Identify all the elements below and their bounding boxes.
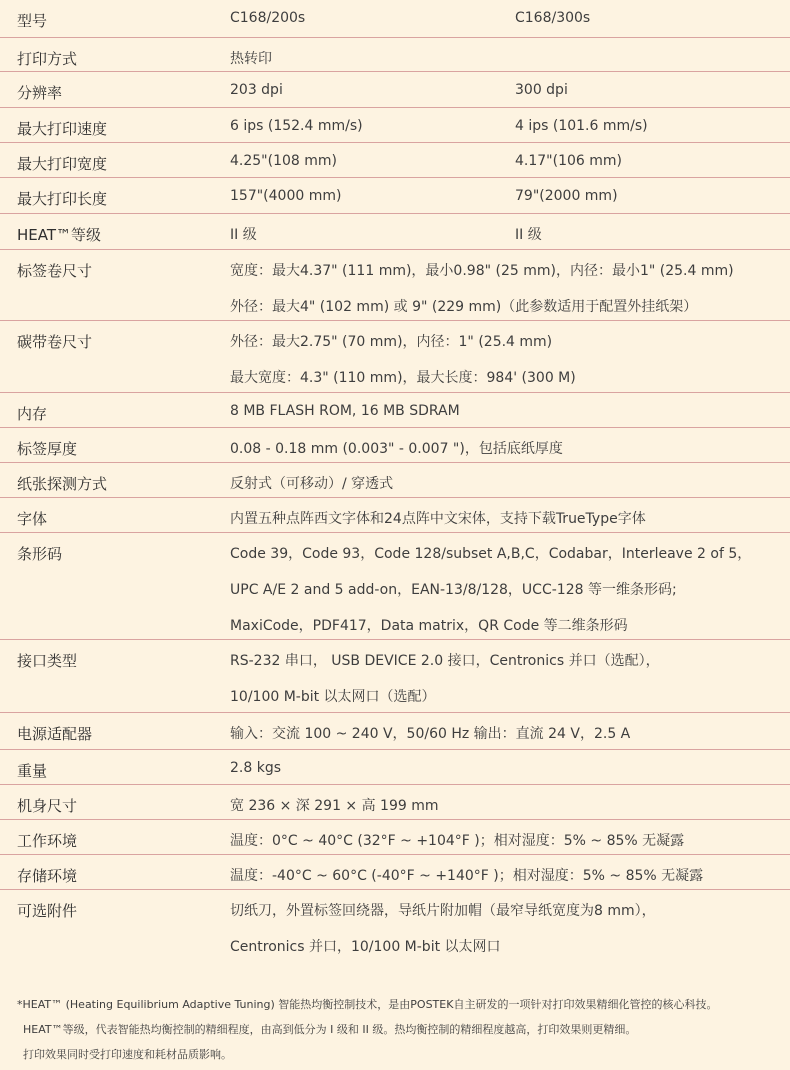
spec-value: 输入：交流 100 ~ 240 V，50/60 Hz 输出：直流 24 V，2.5 A bbox=[230, 726, 631, 742]
spec-row bbox=[0, 143, 790, 178]
spec-value: MaxiCode，PDF417，Data matrix，QR Code 等二维条形码 bbox=[230, 618, 628, 634]
spec-value: 热转印 bbox=[230, 51, 272, 67]
spec-value: 157"(4000 mm) bbox=[230, 188, 342, 204]
spec-label: 机身尺寸 bbox=[17, 797, 78, 815]
spec-row bbox=[0, 713, 790, 750]
spec-value: 0.08 - 0.18 mm (0.003" - 0.007 ")，包括底纸厚度 bbox=[230, 441, 563, 457]
spec-label: 打印方式 bbox=[17, 50, 78, 68]
spec-value: 2.8 kgs bbox=[230, 760, 282, 776]
spec-row bbox=[0, 428, 790, 463]
spec-value: 切纸刀，外置标签回绕器，导纸片附加帽（最窄导纸宽度为8 mm）， bbox=[230, 903, 656, 919]
spec-label: 分辨率 bbox=[17, 84, 63, 102]
spec-label: 接口类型 bbox=[17, 652, 78, 670]
spec-row bbox=[0, 214, 790, 250]
spec-row bbox=[0, 640, 790, 713]
spec-value: 宽 236 × 深 291 × 高 199 mm bbox=[230, 798, 439, 814]
spec-value: 6 ips (152.4 mm/s) bbox=[230, 118, 363, 134]
spec-value-alt: 79"(2000 mm) bbox=[515, 188, 618, 204]
spec-value: 外径：最大4" (102 mm) 或 9" (229 mm)（此参数适用于配置外挂纸架） bbox=[230, 299, 698, 315]
spec-label: 最大打印长度 bbox=[17, 190, 108, 208]
spec-label: 标签卷尺寸 bbox=[17, 262, 93, 280]
footnote-line-1: *HEAT™ (Heating Equilibrium Adaptive Tuning) 智能热均衡控制技术，是由POSTEK自主研发的一项针对打印效果精细化管控的核心科技。 bbox=[17, 998, 718, 1011]
spec-value: 8 MB FLASH ROM, 16 MB SDRAM bbox=[230, 403, 460, 419]
spec-label: 碳带卷尺寸 bbox=[17, 333, 93, 351]
spec-value: 4.25"(108 mm) bbox=[230, 153, 337, 169]
spec-label: 标签厚度 bbox=[17, 440, 78, 458]
spec-value: 宽度：最大4.37" (111 mm)，最小0.98" (25 mm)，内径：最小1" (25.4 mm) bbox=[230, 263, 734, 279]
spec-label: 可选附件 bbox=[17, 902, 78, 920]
spec-label: 字体 bbox=[17, 510, 48, 528]
spec-value: II 级 bbox=[230, 227, 257, 243]
spec-label: 重量 bbox=[17, 762, 48, 780]
spec-row bbox=[0, 0, 790, 38]
spec-value: 203 dpi bbox=[230, 82, 283, 98]
spec-row bbox=[0, 393, 790, 428]
footnote bbox=[17, 992, 777, 1067]
spec-label: 内存 bbox=[17, 405, 48, 423]
spec-value: Code 39，Code 93，Code 128/subset A,B,C，Codabar，Interleave 2 of 5， bbox=[230, 546, 752, 562]
spec-label: 工作环境 bbox=[17, 832, 78, 850]
spec-row bbox=[0, 890, 790, 961]
spec-row bbox=[0, 250, 790, 321]
spec-label: 最大打印宽度 bbox=[17, 155, 108, 173]
spec-label: 最大打印速度 bbox=[17, 120, 108, 138]
spec-row bbox=[0, 38, 790, 72]
spec-row bbox=[0, 321, 790, 393]
spec-row bbox=[0, 108, 790, 143]
footnote-line-3: 打印效果同时受打印速度和耗材品质影响。 bbox=[23, 1048, 232, 1061]
spec-row bbox=[0, 750, 790, 785]
spec-label: 型号 bbox=[17, 12, 48, 30]
spec-value: 10/100 M-bit 以太网口（选配） bbox=[230, 689, 436, 705]
spec-row bbox=[0, 498, 790, 533]
spec-value: RS-232 串口， USB DEVICE 2.0 接口，Centronics 并口（选配）， bbox=[230, 653, 660, 669]
spec-row bbox=[0, 463, 790, 498]
spec-value: C168/200s bbox=[230, 10, 306, 26]
spec-value-alt: II 级 bbox=[515, 227, 542, 243]
spec-value: 最大宽度：4.3" (110 mm)，最大长度：984' (300 M) bbox=[230, 370, 576, 386]
spec-label: HEAT™等级 bbox=[17, 226, 102, 244]
spec-label: 存储环境 bbox=[17, 867, 78, 885]
spec-label: 纸张探测方式 bbox=[17, 475, 108, 493]
footnote-line-2: HEAT™等级，代表智能热均衡控制的精细程度，由高到低分为 I 级和 II 级。热均衡控制的精细程度越高，打印效果则更精细。 bbox=[23, 1023, 637, 1036]
spec-value: 外径：最大2.75" (70 mm)，内径：1" (25.4 mm) bbox=[230, 334, 553, 350]
spec-label: 条形码 bbox=[17, 545, 63, 563]
spec-value: 内置五种点阵西文字体和24点阵中文宋体，支持下载TrueType字体 bbox=[230, 511, 646, 527]
spec-value: 反射式（可移动）/ 穿透式 bbox=[230, 476, 394, 492]
spec-value-alt: C168/300s bbox=[515, 10, 591, 26]
spec-row bbox=[0, 785, 790, 820]
spec-label: 电源适配器 bbox=[17, 725, 93, 743]
spec-value-alt: 300 dpi bbox=[515, 82, 568, 98]
spec-value: Centronics 并口，10/100 M-bit 以太网口 bbox=[230, 939, 501, 955]
spec-value-alt: 4 ips (101.6 mm/s) bbox=[515, 118, 648, 134]
spec-value: 温度：-40°C ~ 60°C (-40°F ~ +140°F )；相对湿度：5% ~ 85% 无凝露 bbox=[230, 868, 704, 884]
spec-row bbox=[0, 855, 790, 890]
spec-value: 温度：0°C ~ 40°C (32°F ~ +104°F )；相对湿度：5% ~ 85% 无凝露 bbox=[230, 833, 685, 849]
spec-row bbox=[0, 533, 790, 640]
spec-row bbox=[0, 72, 790, 108]
spec-row bbox=[0, 820, 790, 855]
spec-value-alt: 4.17"(106 mm) bbox=[515, 153, 622, 169]
spec-value: UPC A/E 2 and 5 add-on，EAN-13/8/128，UCC-128 等一维条形码; bbox=[230, 582, 677, 598]
spec-row bbox=[0, 178, 790, 214]
